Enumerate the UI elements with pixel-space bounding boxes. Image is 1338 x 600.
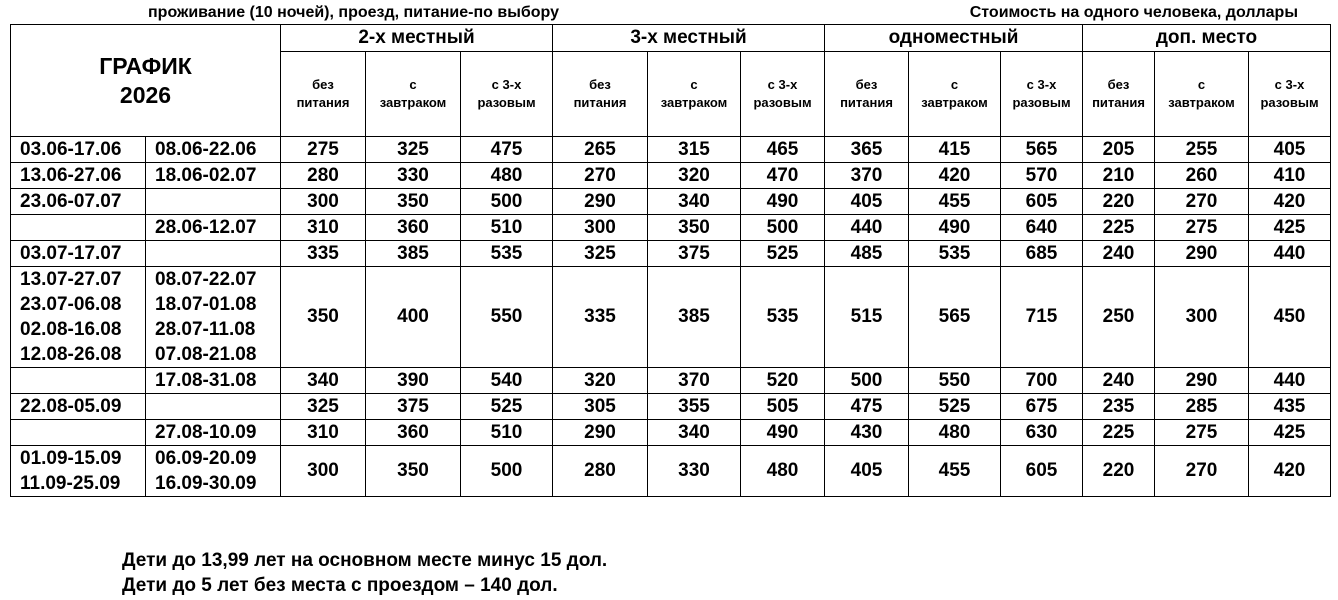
- price-cell: 335: [281, 241, 366, 267]
- price-cell: 420: [1249, 446, 1331, 497]
- date-range-cell: [11, 137, 146, 163]
- price-cell: 480: [461, 163, 553, 189]
- price-cell: 340: [281, 368, 366, 394]
- price-cell: 605: [1001, 446, 1083, 497]
- price-cell: 500: [825, 368, 909, 394]
- price-cell: 280: [553, 446, 648, 497]
- price-cell: 365: [825, 137, 909, 163]
- price-cell: 685: [1001, 241, 1083, 267]
- price-cell: 510: [461, 215, 553, 241]
- meal-plan-line: с: [690, 77, 698, 92]
- price-cell: 515: [825, 267, 909, 368]
- price-cell: 325: [366, 137, 461, 163]
- price-cell: 300: [281, 189, 366, 215]
- price-cell: 290: [553, 189, 648, 215]
- table-row: [11, 368, 1331, 394]
- meal-plan-line: разовым: [1260, 95, 1319, 110]
- date-range-cell: [146, 137, 281, 163]
- price-cell: 240: [1083, 241, 1155, 267]
- price-cell: 630: [1001, 420, 1083, 446]
- price-cell: 390: [366, 368, 461, 394]
- price-cell: 310: [281, 420, 366, 446]
- price-cell: 265: [553, 137, 648, 163]
- price-cell: 270: [1155, 446, 1249, 497]
- price-cell: 700: [1001, 368, 1083, 394]
- date-range: 22.08-05.09: [20, 396, 122, 417]
- price-cell: 480: [741, 446, 825, 497]
- price-cell: 325: [281, 394, 366, 420]
- price-cell: 715: [1001, 267, 1083, 368]
- date-range: 12.08-26.08: [20, 344, 122, 365]
- meal-plan-line: с: [1197, 77, 1206, 92]
- meal-plan-line: с 3-х: [491, 77, 522, 92]
- date-range: 17.08-31.08: [155, 370, 257, 391]
- meal-plan-line: питания: [1092, 95, 1145, 110]
- room-type-header: одноместный: [825, 25, 1083, 52]
- price-cell: 415: [909, 137, 1001, 163]
- table-row: [11, 420, 1331, 446]
- price-cell: 270: [553, 163, 648, 189]
- meal-plan-header: [281, 52, 366, 137]
- meal-plan-header: [741, 52, 825, 137]
- table-body: [11, 25, 1331, 497]
- date-range-cell: [146, 368, 281, 394]
- price-cell: 420: [909, 163, 1001, 189]
- price-cell: 490: [741, 420, 825, 446]
- date-range: 13.07-27.07: [20, 269, 122, 290]
- date-range: 13.06-27.06: [20, 165, 122, 186]
- price-cell: 320: [648, 163, 741, 189]
- price-cell: 640: [1001, 215, 1083, 241]
- price-cell: 375: [366, 394, 461, 420]
- price-cell: 350: [366, 189, 461, 215]
- meal-plan-header: [553, 52, 648, 137]
- date-range-cell: [146, 215, 281, 241]
- price-cell: 290: [553, 420, 648, 446]
- price-cell: 385: [648, 267, 741, 368]
- date-range: 03.07-17.07: [20, 243, 122, 264]
- price-cell: 335: [553, 267, 648, 368]
- price-cell: 420: [1249, 189, 1331, 215]
- meal-plan-line: завтраком: [660, 95, 728, 110]
- price-cell: 350: [366, 446, 461, 497]
- date-range: 07.08-21.08: [155, 344, 257, 365]
- date-range: 16.09-30.09: [155, 473, 257, 494]
- price-cell: 675: [1001, 394, 1083, 420]
- price-cell: 550: [461, 267, 553, 368]
- price-cell: 280: [281, 163, 366, 189]
- price-cell: 405: [825, 189, 909, 215]
- table-row: [11, 215, 1331, 241]
- meal-plan-header: [909, 52, 1001, 137]
- date-range-cell: [11, 241, 146, 267]
- meal-plan-line: с: [409, 77, 417, 92]
- date-range: 06.09-20.09: [155, 448, 257, 469]
- price-cell: 275: [281, 137, 366, 163]
- date-range: 02.08-16.08: [20, 319, 122, 340]
- meal-plan-header: [461, 52, 553, 137]
- price-cell: 550: [909, 368, 1001, 394]
- date-range-cell: [11, 394, 146, 420]
- price-cell: 360: [366, 215, 461, 241]
- price-cell: 385: [366, 241, 461, 267]
- price-cell: 435: [1249, 394, 1331, 420]
- meal-plan-line: питания: [840, 95, 893, 110]
- price-cell: 270: [1155, 189, 1249, 215]
- meal-plan-line: питания: [296, 95, 350, 110]
- price-cell: 425: [1249, 215, 1331, 241]
- meal-plan-header: [1249, 52, 1331, 137]
- meal-plan-line: завтраком: [1168, 95, 1235, 110]
- date-range: 27.08-10.09: [155, 422, 257, 443]
- price-cell: 500: [461, 446, 553, 497]
- price-cell: 535: [741, 267, 825, 368]
- price-cell: 540: [461, 368, 553, 394]
- meal-plan-line: без: [589, 77, 611, 92]
- price-cell: 240: [1083, 368, 1155, 394]
- price-cell: 260: [1155, 163, 1249, 189]
- price-cell: 440: [1249, 241, 1331, 267]
- date-range: 28.06-12.07: [155, 217, 257, 238]
- price-cell: 290: [1155, 368, 1249, 394]
- price-cell: 220: [1083, 189, 1155, 215]
- date-range-cell: [146, 420, 281, 446]
- price-cell: 535: [909, 241, 1001, 267]
- meal-plan-line: без: [312, 77, 334, 92]
- price-cell: 205: [1083, 137, 1155, 163]
- price-cell: 480: [909, 420, 1001, 446]
- date-range: 08.06-22.06: [155, 139, 257, 160]
- price-cell: 535: [461, 241, 553, 267]
- price-cell: 525: [461, 394, 553, 420]
- price-cell: 450: [1249, 267, 1331, 368]
- date-range-cell: [146, 189, 281, 215]
- schedule-header: [11, 25, 281, 137]
- price-cell: 210: [1083, 163, 1155, 189]
- date-range: 08.07-22.07: [155, 269, 257, 290]
- price-cell: 490: [909, 215, 1001, 241]
- price-cell: 355: [648, 394, 741, 420]
- price-cell: 405: [825, 446, 909, 497]
- meal-plan-header: [825, 52, 909, 137]
- price-cell: 425: [1249, 420, 1331, 446]
- meal-plan-header: [366, 52, 461, 137]
- price-cell: 475: [461, 137, 553, 163]
- price-cell: 235: [1083, 394, 1155, 420]
- meal-plan-line: с 3-х: [1274, 77, 1305, 92]
- meal-plan-line: питания: [573, 95, 627, 110]
- price-cell: 500: [461, 189, 553, 215]
- meal-plan-line: разовым: [753, 95, 812, 110]
- meal-plan-line: с 3-х: [1026, 77, 1057, 92]
- price-cell: 340: [648, 420, 741, 446]
- price-cell: 340: [648, 189, 741, 215]
- table-row: [11, 394, 1331, 420]
- price-cell: 410: [1249, 163, 1331, 189]
- price-cell: 605: [1001, 189, 1083, 215]
- date-range-cell: [146, 163, 281, 189]
- date-range-cell: [11, 420, 146, 446]
- date-range: 01.09-15.09: [20, 448, 122, 469]
- date-range-cell: [146, 241, 281, 267]
- table-row: [11, 267, 1331, 368]
- meal-plan-line: без: [1107, 77, 1130, 92]
- price-cell: 565: [909, 267, 1001, 368]
- date-range: 18.06-02.07: [155, 165, 257, 186]
- date-range-cell: [11, 163, 146, 189]
- price-cell: 510: [461, 420, 553, 446]
- meal-plan-header: [1155, 52, 1249, 137]
- price-cell: 310: [281, 215, 366, 241]
- schedule-title: ГРАФИК: [99, 52, 192, 79]
- price-cell: 465: [741, 137, 825, 163]
- date-range-cell: [146, 446, 281, 497]
- price-cell: 565: [1001, 137, 1083, 163]
- header-row-room-types: [11, 25, 1331, 52]
- meal-plan-line: с: [950, 77, 959, 92]
- meal-plan-line: разовым: [477, 95, 536, 110]
- table-row: [11, 189, 1331, 215]
- price-cell: 325: [553, 241, 648, 267]
- date-range: 11.09-25.09: [20, 473, 121, 494]
- meal-plan-line: завтраком: [921, 95, 988, 110]
- price-cell: 370: [648, 368, 741, 394]
- price-cell: 360: [366, 420, 461, 446]
- price-cell: 505: [741, 394, 825, 420]
- caption-right: Стоимость на одного человека, доллары: [969, 4, 1298, 21]
- price-cell: 290: [1155, 241, 1249, 267]
- price-cell: 500: [741, 215, 825, 241]
- price-cell: 225: [1083, 215, 1155, 241]
- price-cell: 485: [825, 241, 909, 267]
- table-row: [11, 446, 1331, 497]
- meal-plan-line: без: [855, 77, 878, 92]
- meal-plan-line: с 3-х: [767, 77, 798, 92]
- price-cell: 400: [366, 267, 461, 368]
- date-range: 23.07-06.08: [20, 294, 122, 315]
- price-cell: 455: [909, 189, 1001, 215]
- price-cell: 315: [648, 137, 741, 163]
- note-children-no-seat: Дети до 5 лет без места с проездом – 140 дол.: [122, 575, 558, 596]
- price-cell: 320: [553, 368, 648, 394]
- price-cell: 250: [1083, 267, 1155, 368]
- price-cell: 430: [825, 420, 909, 446]
- date-range: 23.06-07.07: [20, 191, 122, 212]
- meal-plan-header: [648, 52, 741, 137]
- note-children-main: Дети до 13,99 лет на основном месте минус 15 дол.: [122, 550, 608, 571]
- price-cell: 225: [1083, 420, 1155, 446]
- price-cell: 275: [1155, 215, 1249, 241]
- price-cell: 370: [825, 163, 909, 189]
- price-cell: 350: [281, 267, 366, 368]
- room-type-header: доп. место: [1083, 25, 1331, 52]
- price-cell: 275: [1155, 420, 1249, 446]
- price-cell: 300: [281, 446, 366, 497]
- price-cell: 455: [909, 446, 1001, 497]
- price-cell: 490: [741, 189, 825, 215]
- meal-plan-header: [1083, 52, 1155, 137]
- price-cell: 525: [909, 394, 1001, 420]
- meal-plan-header: [1001, 52, 1083, 137]
- price-cell: 220: [1083, 446, 1155, 497]
- price-cell: 520: [741, 368, 825, 394]
- schedule-year: 2026: [119, 81, 172, 108]
- date-range-cell: [146, 267, 281, 368]
- date-range-cell: [146, 394, 281, 420]
- price-cell: 330: [366, 163, 461, 189]
- price-cell: 525: [741, 241, 825, 267]
- price-cell: 300: [1155, 267, 1249, 368]
- price-cell: 255: [1155, 137, 1249, 163]
- price-cell: 475: [825, 394, 909, 420]
- date-range: 18.07-01.08: [155, 294, 257, 315]
- room-type-header: 3-х местный: [553, 25, 825, 52]
- caption-left: проживание (10 ночей), проезд, питание-по выбору: [148, 4, 559, 21]
- price-cell: 440: [1249, 368, 1331, 394]
- meal-plan-line: завтраком: [379, 95, 447, 110]
- price-cell: 305: [553, 394, 648, 420]
- price-cell: 330: [648, 446, 741, 497]
- date-range-cell: [11, 368, 146, 394]
- date-range-cell: [11, 215, 146, 241]
- price-cell: 285: [1155, 394, 1249, 420]
- price-table: [10, 24, 1331, 497]
- table-row: [11, 241, 1331, 267]
- price-cell: 300: [553, 215, 648, 241]
- notes: [122, 548, 607, 598]
- price-cell: 405: [1249, 137, 1331, 163]
- date-range: 28.07-11.08: [155, 319, 256, 340]
- price-cell: 350: [648, 215, 741, 241]
- room-type-header: 2-х местный: [281, 25, 553, 52]
- date-range: 03.06-17.06: [20, 139, 122, 160]
- table-row: [11, 137, 1331, 163]
- meal-plan-line: разовым: [1012, 95, 1071, 110]
- date-range-cell: [11, 189, 146, 215]
- table-row: [11, 163, 1331, 189]
- price-cell: 470: [741, 163, 825, 189]
- price-cell: 440: [825, 215, 909, 241]
- date-range-cell: [11, 267, 146, 368]
- price-cell: 570: [1001, 163, 1083, 189]
- date-range-cell: [11, 446, 146, 497]
- price-cell: 375: [648, 241, 741, 267]
